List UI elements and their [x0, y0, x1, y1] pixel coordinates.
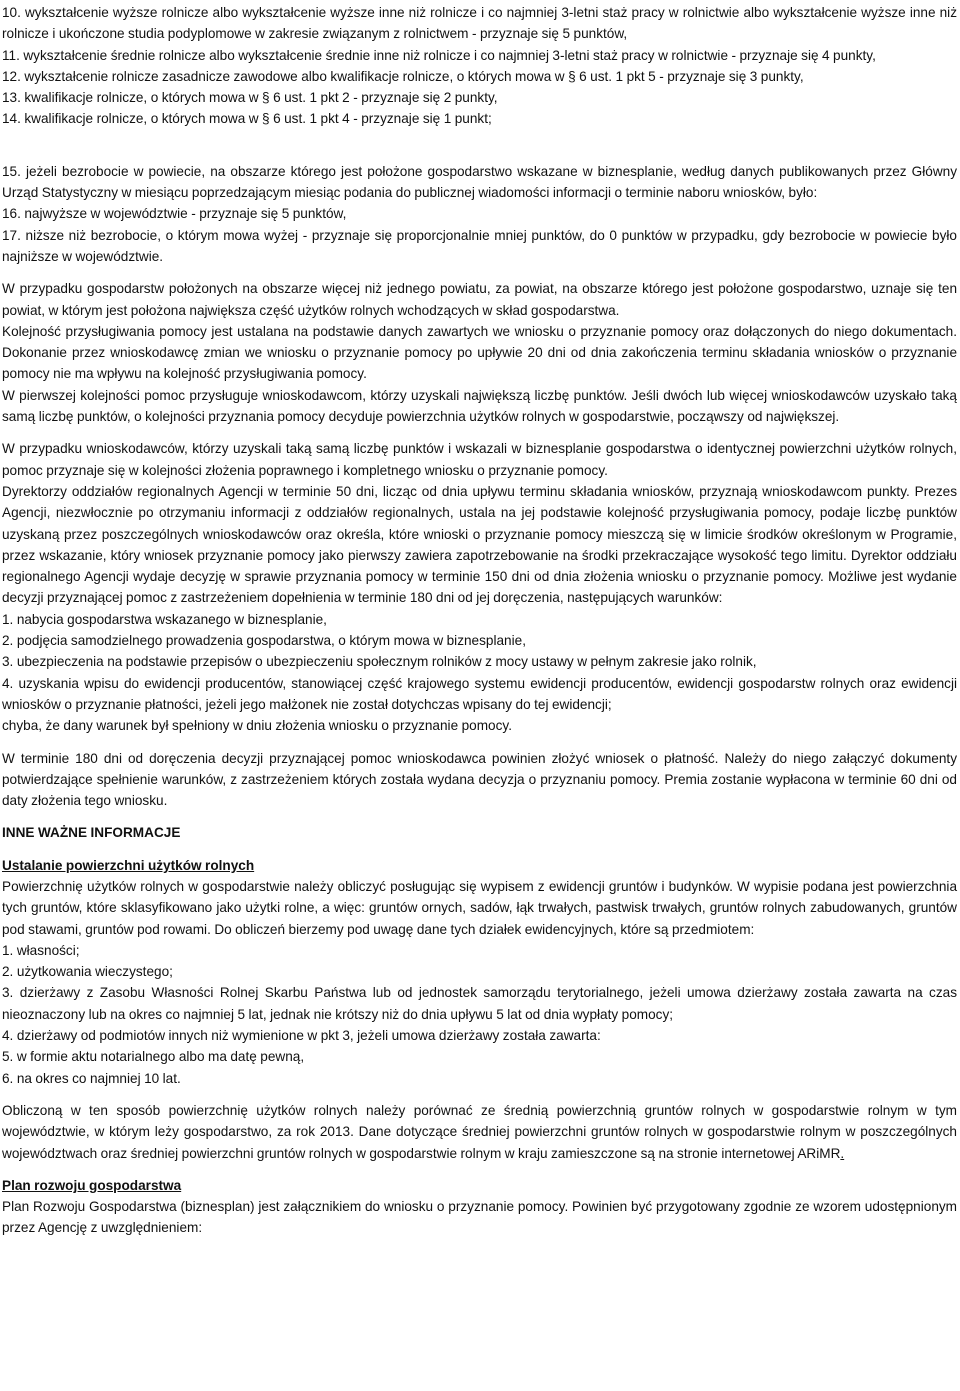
- criterion-11: 11. wykształcenie średnie rolnicze albo wykształcenie średnie inne niż rolnicze i co najmniej 3-letni staż pracy w rolnictwie - przyznaje się 4 punkty,: [2, 47, 876, 63]
- tie-break-paragraph: W przypadku wnioskodawców, którzy uzyskali taką samą liczbę punktów i wskazali w biznesplanie gospodarstwa o identycznej powierzchni użytków rolnych, pomoc przyznaje się w kolejności złożenia poprawnego i kompletnego wniosku o przyznanie pomocy.: [2, 441, 957, 478]
- priority-paragraph: W pierwszej kolejności pomoc przysługuje wnioskodawcom, którzy uzyskali największą liczbę punktów. Jeśli dwóch lub więcej wnioskodawców uzyskało taką samą liczbę punktów, o kolejności przyznania pomocy decyduje powierzchnia użytków rolnych w gospodarstwie, począwszy od największej.: [2, 387, 957, 425]
- area-item-3: 3. dzierżawy z Zasobu Własności Rolnej Skarbu Państwa lub od jednostek samorządu terytorialnego, jeżeli umowa dzierżawy została zawarta na czas nieoznaczony lub na okres co najmniej 5 lat, jednak nie krótszy niż do dnia upływu 5 lat od dnia wypłaty pomocy;: [2, 985, 957, 1022]
- agency-procedure-paragraph: Dyrektorzy oddziałów regionalnych Agencji w terminie 50 dni, licząc od dnia upływu terminu składania wniosków, przyznają wnioskodawcom punkty. Prezes Agencji, niezwłocznie po otrzymaniu informacji z oddziałów regionalnych, ustala na jej podstawie kolejność przysługiwania pomocy, podaje liczbę punktów uzyskaną przez poszczególnych wnioskodawców oraz określa, które wnioski o przyznanie pomocy mieszczą się w limicie środków określonym w Programie, przez wskazanie, który wniosek przyznanie pomocy jako pierwszy zawiera zapotrzebowanie na środki przekraczające wysokość tego limitu. Dyrektor oddziału regionalnego Agencji wydaje decyzję w sprawie przyznania pomocy w terminie 150 dni od dnia złożenia wniosku o przyznanie pomocy. Możliwe jest wydanie decyzji przyznającej pomoc z zastrzeżeniem dopełnienia w terminie 180 dni od jej doręczenia, następujących warunków:: [2, 483, 957, 606]
- arimr-link[interactable]: .: [840, 1145, 845, 1161]
- multi-county-paragraph: W przypadku gospodarstw położonych na obszarze więcej niż jednego powiatu, za powiat, na obszarze którego jest położone gospodarstwo, uznaje się ten powiat, w którym jest położona największa część użytków rolnych wchodzących w skład gospodarstwa.: [2, 281, 957, 318]
- area-item-5: 5. w formie aktu notarialnego albo ma datę pewną,: [2, 1049, 305, 1065]
- heading-agricultural-area: Ustalanie powierzchni użytków rolnych: [2, 857, 255, 873]
- order-of-aid-paragraph: Kolejność przysługiwania pomocy jest ustalana na podstawie danych zawartych we wniosku o przyznanie pomocy oraz dołączonych do niego dokumentach. Dokonanie przez wnioskodawcę zmian we wniosku o przyznanie pomocy po upływie 20 dni od dnia zakończenia terminu składania wniosków o przyznanie pomocy nie ma wpływu na kolejność przysługiwania pomocy.: [2, 323, 957, 382]
- criterion-10: 10. wykształcenie wyższe rolnicze albo wykształcenie wyższe inne niż rolnicze i co najmniej 3-letni staż pracy w rolnictwie albo wykształcenie wyższe inne niż rolnicze i ukończone studia podyplomowe w zakresie związanym z rolnictwem - przyznaje się 5 punktów,: [2, 5, 957, 42]
- agricultural-area-section: [2, 876, 957, 1089]
- average-area-paragraph: [2, 1100, 957, 1164]
- criterion-16: 16. najwyższe w województwie - przyznaje się 5 punktów,: [2, 206, 347, 222]
- education-criteria-list: [2, 2, 957, 130]
- area-item-4: 4. dzierżawy od podmiotów innych niż wymienione w pkt 3, jeżeli umowa dzierżawy została zawarta:: [2, 1028, 601, 1044]
- criterion-14: 14. kwalifikacje rolnicze, o których mowa w § 6 ust. 1 pkt 4 - przyznaje się 1 punkt;: [2, 111, 492, 127]
- area-item-1: 1. własności;: [2, 942, 80, 958]
- criterion-17: 17. niższe niż bezrobocie, o którym mowa wyżej - przyznaje się proporcjonalnie mniej punktów, do 0 punktów w przypadku, gdy bezrobocie w powiecie było najniższe w województwie.: [2, 227, 957, 264]
- heading-important-info: INNE WAŻNE INFORMACJE: [2, 825, 181, 841]
- heading-farm-plan: Plan rozwoju gospodarstwa: [2, 1177, 182, 1193]
- document-page: [2, 2, 957, 1239]
- condition-item-2: 2. podjęcia samodzielnego prowadzenia gospodarstwa, o którym mowa w biznesplanie,: [2, 633, 526, 649]
- criterion-13: 13. kwalifikacje rolnicze, o których mowa w § 6 ust. 1 pkt 2 - przyznaje się 2 punkty,: [2, 90, 498, 106]
- decision-section: [2, 438, 957, 736]
- area-calculation-paragraph: Powierzchnię użytków rolnych w gospodarstwie należy obliczyć posługując się wypisem z ewidencji gruntów i budynków. W wypisie podana jest powierzchnia tych gruntów, które sklasyfikowano jako użytki rolne, a więc: gruntów ornych, sadów, łąk trwałych, pastwisk trwałych, gruntów rolnych zabudowanych, gruntów pod stawami, gruntów pod rowami. Do obliczeń bierzemy pod uwagę dane tych działek ewidencyjnych, które są przedmiotem:: [2, 878, 957, 937]
- condition-note: chyba, że dany warunek był spełniony w dniu złożenia wniosku o przyznanie pomocy.: [2, 718, 512, 734]
- criterion-12: 12. wykształcenie rolnicze zasadnicze zawodowe albo kwalifikacje rolnicze, o których mowa w § 6 ust. 1 pkt 5 - przyznaje się 3 punkty,: [2, 68, 804, 84]
- average-area-text: Obliczoną w ten sposób powierzchnię użytków rolnych należy porównać ze średnią powierzchnią gruntów rolnych w gospodarstwie rolnym w tym województwie, w którym leży gospodarstwo, za rok 2013. Dane dotyczące średniej powierzchni gruntów rolnych w gospodarstwie rolnym w poszczególnych województwach oraz średniej powierzchni gruntów rolnych w gospodarstwie rolnym w kraju zamieszczone są na stronie internetowej ARiMR: [2, 1102, 957, 1161]
- condition-item-3: 3. ubezpieczenia na podstawie przepisów o ubezpieczeniu społecznym rolników z mocy ustawy w pełnym zakresie jako rolnik,: [2, 654, 757, 670]
- criterion-15: 15. jeżeli bezrobocie w powiecie, na obszarze którego jest położone gospodarstwo wskazane w biznesplanie, według danych publikowanych przez Główny Urząd Statystyczny w miesiącu poprzedzającym miesiąc podania do publicznej wiadomości informacji o terminie naboru wniosków, było:: [2, 163, 957, 201]
- payment-paragraph: W terminie 180 dni od doręczenia decyzji przyznającej pomoc wnioskodawca powinien złożyć wniosek o płatność. Należy do niego załączyć dokumenty potwierdzające spełnienie warunków, z zastrzeżeniem których została wydana decyzja o przyznaniu pomocy. Premia zostanie wypłacona w terminie 60 dni od daty złożenia tego wniosku.: [2, 750, 957, 809]
- condition-item-4: 4. uzyskania wpisu do ewidencji producentów, stanowiącej część krajowego systemu ewidencji producentów, ewidencji gospodarstw rolnych oraz ewidencji wniosków o przyznanie płatności, jeżeli jego małżonek nie został dotychczas wpisany do tej ewidencji;: [2, 675, 957, 712]
- business-plan-paragraph: Plan Rozwoju Gospodarstwa (biznesplan) jest załącznikiem do wniosku o przyznanie pomocy. Powinien być przygotowany zgodnie ze wzorem udostępnionym przez Agencję z uwzględnieniem:: [2, 1199, 957, 1236]
- ordering-rules-section: [2, 278, 957, 427]
- area-item-6: 6. na okres co najmniej 10 lat.: [2, 1070, 181, 1086]
- condition-item-1: 1. nabycia gospodarstwa wskazanego w biznesplanie,: [2, 611, 327, 627]
- area-item-2: 2. użytkowania wieczystego;: [2, 964, 173, 980]
- unemployment-criteria-list: [2, 161, 957, 267]
